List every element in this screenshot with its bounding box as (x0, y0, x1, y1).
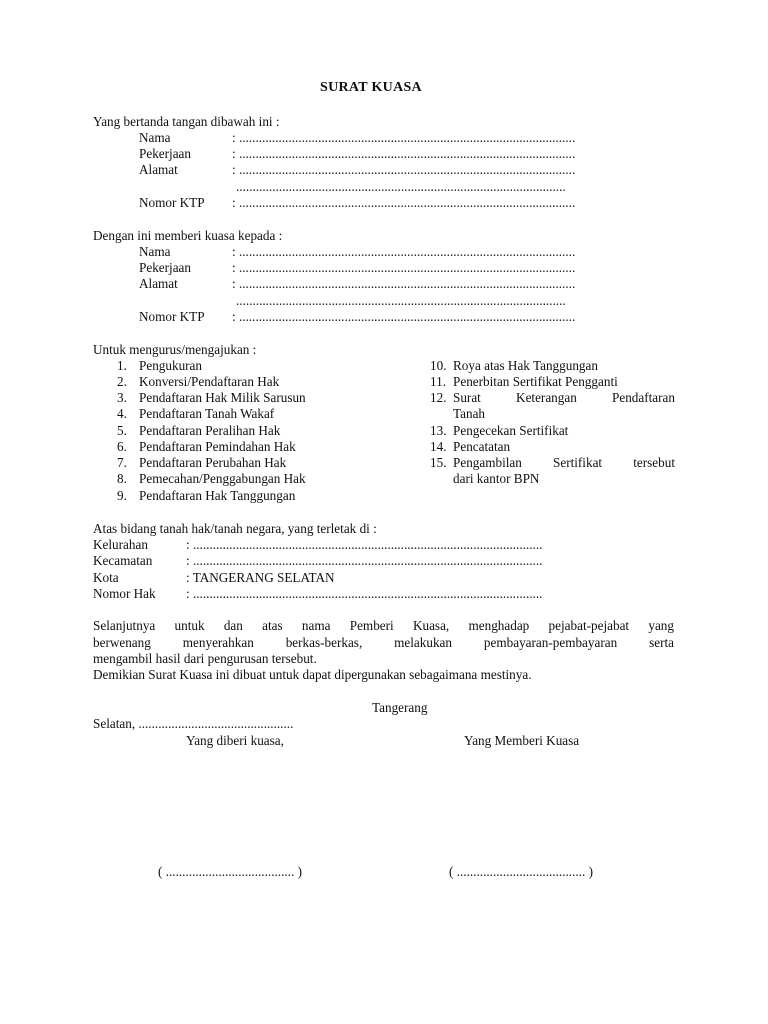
land-label-nomor-hak: Nomor Hak (93, 586, 156, 601)
purpose-item-7-num: 7. (117, 455, 127, 470)
purpose-item-9-num: 9. (117, 488, 127, 503)
purpose-item-15-cont: dari kantor BPN (453, 471, 540, 486)
section1-value-ktp: : ...................................................................................................... (232, 195, 576, 210)
purpose-item-8: Pemecahan/Penggabungan Hak (139, 471, 306, 486)
signature-right-line: ( ....................................... ) (449, 864, 593, 879)
section2-intro: Dengan ini memberi kuasa kepada : (93, 228, 283, 243)
closing-paragraph-line-2: berwenang menyerahkan berkas-berkas, melakukan pembayaran-pembayaran serta (93, 635, 674, 650)
signature-place: Tangerang (372, 700, 428, 715)
purpose-item-13-num: 13. (430, 423, 447, 438)
section2-label-alamat: Alamat (139, 276, 178, 291)
purpose-item-8-num: 8. (117, 471, 127, 486)
land-value-kelurahan: : .......................................................................................................... (186, 537, 543, 552)
purpose-item-11-num: 11. (430, 374, 446, 389)
purpose-item-12-cont: Tanah (453, 406, 486, 421)
purpose-item-12: Surat Keterangan Pendaftaran (453, 390, 675, 405)
section1-value-alamat: : ...................................................................................................... (232, 162, 576, 177)
section1-label-ktp: Nomor KTP (139, 195, 205, 210)
section1-value-nama: : ...................................................................................................... (232, 130, 576, 145)
section1-label-nama: Nama (139, 130, 171, 145)
signature-left-label: Yang diberi kuasa, (186, 733, 284, 748)
signature-right-label: Yang Memberi Kuasa (464, 733, 580, 748)
purpose-item-5-num: 5. (117, 423, 127, 438)
purpose-item-3-num: 3. (117, 390, 127, 405)
purpose-item-7: Pendaftaran Perubahan Hak (139, 455, 287, 470)
section2-label-nama: Nama (139, 244, 171, 259)
section1-value-alamat-2: .................................................................................................... (236, 179, 566, 194)
section2-label-pekerjaan: Pekerjaan (139, 260, 191, 275)
closing-statement: Demikian Surat Kuasa ini dibuat untuk dapat dipergunakan sebagaimana mestinya. (93, 667, 532, 682)
land-value-nomor-hak: : .......................................................................................................... (186, 586, 543, 601)
purpose-item-10: Roya atas Hak Tanggungan (453, 358, 598, 373)
section1-label-alamat: Alamat (139, 162, 178, 177)
purpose-item-2-num: 2. (117, 374, 127, 389)
purpose-item-2: Konversi/Pendaftaran Hak (139, 374, 280, 389)
purpose-item-11: Penerbitan Sertifikat Pengganti (453, 374, 618, 389)
signature-place-date: Selatan, ............................................... (93, 716, 294, 731)
purpose-item-15-num: 15. (430, 455, 447, 470)
purpose-item-15: Pengambilan Sertifikat tersebut (453, 455, 675, 470)
purpose-item-6: Pendaftaran Pemindahan Hak (139, 439, 296, 454)
purpose-item-9: Pendaftaran Hak Tanggungan (139, 488, 296, 503)
purpose-item-6-num: 6. (117, 439, 127, 454)
purpose-item-4-num: 4. (117, 406, 127, 421)
section2-value-alamat-2: .................................................................................................... (236, 293, 566, 308)
section1-value-pekerjaan: : ...................................................................................................... (232, 146, 576, 161)
document-title: SURAT KUASA (320, 80, 422, 95)
land-label-kota: Kota (93, 570, 119, 585)
land-value-kota: : TANGERANG SELATAN (186, 570, 335, 585)
land-label-kecamatan: Kecamatan (93, 553, 153, 568)
purpose-intro: Untuk mengurus/mengajukan : (93, 342, 257, 357)
closing-paragraph-line-1: Selanjutnya untuk dan atas nama Pemberi Kuasa, menghadap pejabat-pejabat yang (93, 618, 674, 633)
purpose-item-3: Pendaftaran Hak Milik Sarusun (139, 390, 306, 405)
section2-value-alamat: : ...................................................................................................... (232, 276, 576, 291)
land-label-kelurahan: Kelurahan (93, 537, 148, 552)
purpose-item-1: Pengukuran (139, 358, 202, 373)
land-value-kecamatan: : .......................................................................................................... (186, 553, 543, 568)
purpose-item-12-num: 12. (430, 390, 447, 405)
purpose-item-14: Pencatatan (453, 439, 511, 454)
purpose-item-14-num: 14. (430, 439, 447, 454)
land-intro: Atas bidang tanah hak/tanah negara, yang terletak di : (93, 521, 377, 536)
section2-label-ktp: Nomor KTP (139, 309, 205, 324)
section2-value-nama: : ...................................................................................................... (232, 244, 576, 259)
purpose-item-5: Pendaftaran Peralihan Hak (139, 423, 281, 438)
purpose-item-13: Pengecekan Sertifikat (453, 423, 569, 438)
purpose-item-1-num: 1. (117, 358, 127, 373)
section1-intro: Yang bertanda tangan dibawah ini : (93, 114, 280, 129)
section2-value-pekerjaan: : ...................................................................................................... (232, 260, 576, 275)
closing-paragraph-line-3: mengambil hasil dari pengurusan tersebut. (93, 651, 317, 666)
section1-label-pekerjaan: Pekerjaan (139, 146, 191, 161)
section2-value-ktp: : ...................................................................................................... (232, 309, 576, 324)
signature-left-line: ( ....................................... ) (158, 864, 302, 879)
purpose-item-10-num: 10. (430, 358, 447, 373)
purpose-item-4: Pendaftaran Tanah Wakaf (139, 406, 275, 421)
